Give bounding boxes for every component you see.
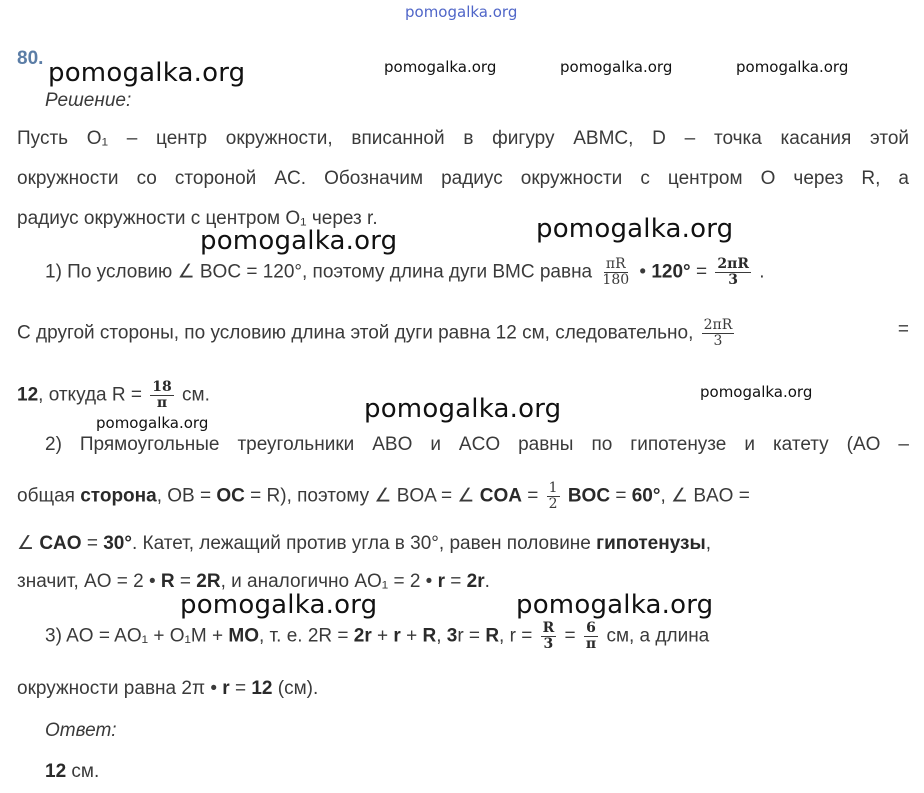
watermark: pomogalka.org — [48, 58, 246, 88]
fraction: $\frac{2\pi R}{3}$ — [717, 256, 749, 288]
fraction: $\frac{1}{2}$ — [548, 480, 558, 512]
fraction: $\frac{\pi R}{180}$ — [602, 256, 630, 288]
fraction: $\frac{6}{\pi}$ — [585, 620, 597, 652]
watermark: pomogalka.org — [736, 58, 849, 76]
watermark: pomogalka.org — [96, 414, 209, 432]
watermark: pomogalka.org — [560, 58, 673, 76]
paragraph-1c: 12, откуда R = $\frac{18}{\pi}$ см. — [17, 379, 210, 411]
paragraph-1: 1) По условию ∠ BOC = 120°, поэтому длина дуги BMC равна $\frac{\pi R}{180}$ • 120° = $\frac{2\pi R}{3}$ . — [45, 256, 765, 288]
paragraph-2-line-1: 2) Прямоугольные треугольники ABO и ACO равны по гипотенузе и катету (AO – — [45, 434, 909, 455]
watermark: pomogalka.org — [536, 214, 734, 244]
watermark: pomogalka.org — [364, 394, 562, 424]
paragraph-1b: С другой стороны, по условию длина этой дуги равна 12 см, следовательно, $\frac{2\pi R}{3}$ = — [17, 317, 909, 349]
fraction: $\frac{18}{\pi}$ — [152, 379, 172, 411]
text-line: радиус окружности с центром O₁ через r. — [17, 208, 378, 229]
watermark: pomogalka.org — [516, 590, 714, 620]
text-line: окружности со стороной AC. Обозначим радиус окружности с центром O через R, а — [17, 168, 909, 189]
fraction: $\frac{R}{3}$ — [542, 620, 555, 652]
paragraph-3-line-2: окружности равна 2π • r = 12 (см). — [17, 678, 319, 699]
paragraph-3-line-1: 3) AO = AO₁ + O₁M + MO, т. е. 2R = 2r + r + R, 3r = R, r = $\frac{R}{3}$ = $\frac{6}{\pi}$ см, а длина — [45, 620, 710, 652]
paragraph-2-line-3: ∠ CAO = 30°. Катет, лежащий против угла в 30°, равен половине гипотенузы, — [17, 533, 711, 554]
watermark-top: pomogalka.org — [405, 3, 518, 21]
watermark: pomogalka.org — [384, 58, 497, 76]
text-line: Пусть O₁ – центр окружности, вписанной в фигуру ABMC, D – точка касания этой — [17, 128, 909, 149]
paragraph-2-line-2: общая сторона, OB = OC = R), поэтому ∠ BOA = ∠ COA = $\frac{1}{2}$ BOC = 60°, ∠ BAO = — [17, 480, 750, 512]
task-number: 80. — [17, 48, 44, 69]
watermark: pomogalka.org — [200, 226, 398, 256]
answer-value: 12 см. — [45, 761, 100, 782]
paragraph-2-line-4: значит, AO = 2 • R = 2R, и аналогично AO₁ = 2 • r = 2r. — [17, 571, 490, 592]
answer-label: Ответ: — [45, 720, 117, 741]
watermark: pomogalka.org — [180, 590, 378, 620]
solution-label: Решение: — [45, 90, 132, 111]
watermark: pomogalka.org — [700, 383, 813, 401]
fraction: $\frac{2\pi R}{3}$ — [703, 317, 733, 349]
